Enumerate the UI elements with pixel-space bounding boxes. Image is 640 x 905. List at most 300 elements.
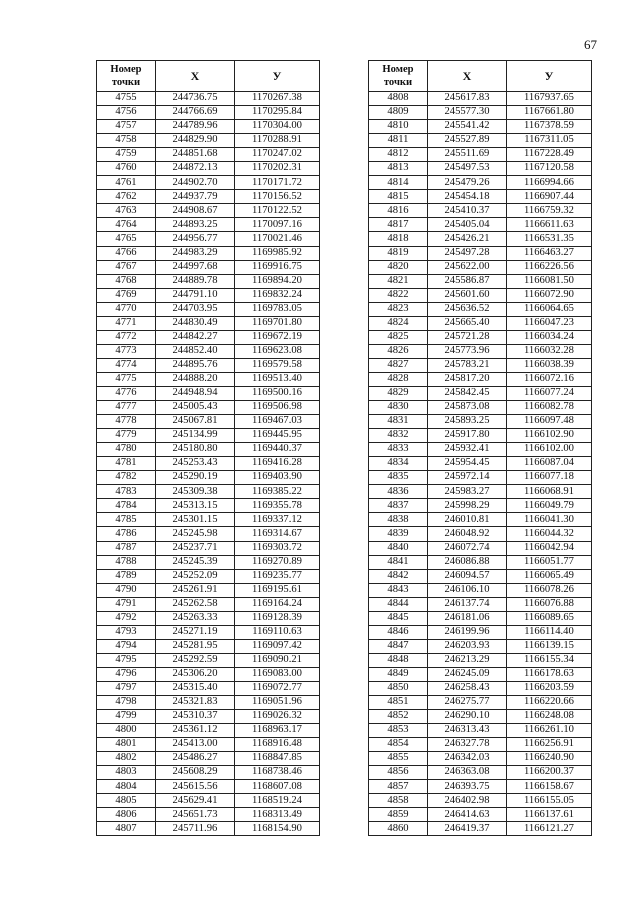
- x-coordinate-cell: 244948.94: [156, 386, 235, 400]
- point-number-cell: 4790: [97, 583, 156, 597]
- table-row: [369, 302, 592, 316]
- x-coordinate-cell: 244830.49: [156, 316, 235, 330]
- point-number-cell: 4782: [97, 471, 156, 485]
- table-row: [97, 120, 320, 134]
- point-number-cell: 4832: [369, 429, 428, 443]
- table-body-right: [369, 92, 592, 836]
- y-coordinate-cell: 1166200.37: [507, 766, 592, 780]
- y-coordinate-cell: 1166114.40: [507, 625, 592, 639]
- y-coordinate-cell: 1166077.24: [507, 386, 592, 400]
- x-coordinate-cell: 246072.74: [428, 541, 507, 555]
- x-coordinate-cell: 246258.43: [428, 681, 507, 695]
- point-number-cell: 4848: [369, 653, 428, 667]
- table-row: [369, 555, 592, 569]
- table-row: [97, 232, 320, 246]
- point-number-cell: 4852: [369, 710, 428, 724]
- point-number-cell: 4860: [369, 822, 428, 836]
- y-coordinate-cell: 1166137.61: [507, 808, 592, 822]
- table-row: [97, 274, 320, 288]
- x-coordinate-cell: 244766.69: [156, 106, 235, 120]
- x-coordinate-cell: 246094.57: [428, 569, 507, 583]
- x-coordinate-cell: 245405.04: [428, 218, 507, 232]
- y-coordinate-cell: 1169355.78: [235, 499, 320, 513]
- point-number-cell: 4757: [97, 120, 156, 134]
- x-coordinate-cell: 245261.91: [156, 583, 235, 597]
- point-number-cell: 4785: [97, 513, 156, 527]
- y-coordinate-cell: 1166087.04: [507, 457, 592, 471]
- table-row: [369, 752, 592, 766]
- point-number-cell: 4792: [97, 611, 156, 625]
- table-row: [97, 260, 320, 274]
- table-row: [97, 190, 320, 204]
- x-coordinate-cell: 245893.25: [428, 415, 507, 429]
- x-coordinate-cell: 245281.95: [156, 639, 235, 653]
- y-coordinate-cell: 1168916.48: [235, 738, 320, 752]
- point-number-cell: 4779: [97, 429, 156, 443]
- y-coordinate-cell: 1166065.49: [507, 569, 592, 583]
- y-coordinate-cell: 1167378.59: [507, 120, 592, 134]
- y-coordinate-cell: 1166076.88: [507, 597, 592, 611]
- table-row: [369, 611, 592, 625]
- x-coordinate-cell: 245309.38: [156, 485, 235, 499]
- point-number-cell: 4766: [97, 246, 156, 260]
- table-row: [369, 527, 592, 541]
- y-coordinate-cell: 1166102.90: [507, 429, 592, 443]
- point-number-cell: 4774: [97, 358, 156, 372]
- table-row: [97, 162, 320, 176]
- y-coordinate-cell: 1166240.90: [507, 752, 592, 766]
- point-number-cell: 4788: [97, 555, 156, 569]
- y-coordinate-cell: 1166072.90: [507, 288, 592, 302]
- x-coordinate-cell: 246363.08: [428, 766, 507, 780]
- x-coordinate-cell: 245601.60: [428, 288, 507, 302]
- x-coordinate-cell: 245313.15: [156, 499, 235, 513]
- point-number-cell: 4807: [97, 822, 156, 836]
- point-number-cell: 4789: [97, 569, 156, 583]
- point-number-cell: 4775: [97, 372, 156, 386]
- point-number-cell: 4799: [97, 710, 156, 724]
- point-number-cell: 4814: [369, 176, 428, 190]
- y-coordinate-cell: 1170171.72: [235, 176, 320, 190]
- point-number-cell: 4811: [369, 134, 428, 148]
- point-number-cell: 4837: [369, 499, 428, 513]
- table-row: [369, 625, 592, 639]
- table-row: [97, 499, 320, 513]
- table-row: [97, 330, 320, 344]
- x-coordinate-cell: 244791.10: [156, 288, 235, 302]
- point-number-cell: 4821: [369, 274, 428, 288]
- x-coordinate-cell: 245252.09: [156, 569, 235, 583]
- table-body-left: [97, 92, 320, 836]
- y-coordinate-cell: 1169916.75: [235, 260, 320, 274]
- table-row: [97, 667, 320, 681]
- table-row: [97, 358, 320, 372]
- point-number-cell: 4767: [97, 260, 156, 274]
- point-number-cell: 4794: [97, 639, 156, 653]
- point-number-cell: 4808: [369, 92, 428, 106]
- table-row: [369, 148, 592, 162]
- point-number-cell: 4836: [369, 485, 428, 499]
- x-coordinate-cell: 245310.37: [156, 710, 235, 724]
- x-coordinate-cell: 246048.92: [428, 527, 507, 541]
- y-coordinate-cell: 1169303.72: [235, 541, 320, 555]
- y-coordinate-cell: 1169445.95: [235, 429, 320, 443]
- y-coordinate-cell: 1169783.05: [235, 302, 320, 316]
- y-coordinate-cell: 1166611.63: [507, 218, 592, 232]
- table-row: [369, 471, 592, 485]
- y-coordinate-cell: 1169051.96: [235, 696, 320, 710]
- x-coordinate-cell: 245932.41: [428, 443, 507, 457]
- point-number-cell: 4826: [369, 344, 428, 358]
- y-coordinate-cell: 1169403.90: [235, 471, 320, 485]
- point-number-cell: 4843: [369, 583, 428, 597]
- table-row: [97, 457, 320, 471]
- coordinates-table-left: [96, 60, 320, 836]
- x-coordinate-cell: 244829.90: [156, 134, 235, 148]
- x-coordinate-cell: 245511.69: [428, 148, 507, 162]
- y-coordinate-cell: 1166759.32: [507, 204, 592, 218]
- header-row: [97, 61, 320, 92]
- y-coordinate-cell: 1167120.58: [507, 162, 592, 176]
- point-number-cell: 4855: [369, 752, 428, 766]
- coordinates-table-right: [368, 60, 592, 836]
- x-coordinate-cell: 246213.29: [428, 653, 507, 667]
- point-number-cell: 4771: [97, 316, 156, 330]
- x-coordinate-cell: 245998.29: [428, 499, 507, 513]
- point-number-cell: 4778: [97, 415, 156, 429]
- y-coordinate-cell: 1166155.05: [507, 794, 592, 808]
- point-number-cell: 4791: [97, 597, 156, 611]
- x-coordinate-cell: 245454.18: [428, 190, 507, 204]
- header-point-line1: Номер: [382, 64, 414, 75]
- x-coordinate-cell: 245262.58: [156, 597, 235, 611]
- x-coordinate-cell: 244902.70: [156, 176, 235, 190]
- x-coordinate-cell: 245651.73: [156, 808, 235, 822]
- table-row: [369, 639, 592, 653]
- y-coordinate-cell: 1166082.78: [507, 401, 592, 415]
- table-row: [369, 780, 592, 794]
- table-row: [369, 667, 592, 681]
- point-number-cell: 4781: [97, 457, 156, 471]
- table-row: [97, 583, 320, 597]
- y-coordinate-cell: 1169164.24: [235, 597, 320, 611]
- x-coordinate-cell: 245783.21: [428, 358, 507, 372]
- point-number-cell: 4803: [97, 766, 156, 780]
- table-row: [97, 653, 320, 667]
- point-number-cell: 4762: [97, 190, 156, 204]
- y-coordinate-cell: 1168738.46: [235, 766, 320, 780]
- x-coordinate-cell: 245361.12: [156, 724, 235, 738]
- table-row: [369, 260, 592, 274]
- x-coordinate-cell: 245413.00: [156, 738, 235, 752]
- y-coordinate-cell: 1168963.17: [235, 724, 320, 738]
- point-number-cell: 4798: [97, 696, 156, 710]
- table-row: [369, 316, 592, 330]
- point-number-cell: 4760: [97, 162, 156, 176]
- y-coordinate-cell: 1169235.77: [235, 569, 320, 583]
- table-row: [369, 274, 592, 288]
- point-number-cell: 4823: [369, 302, 428, 316]
- point-number-cell: 4847: [369, 639, 428, 653]
- header-point-number: [97, 61, 156, 92]
- point-number-cell: 4856: [369, 766, 428, 780]
- point-number-cell: 4764: [97, 218, 156, 232]
- table-row: [369, 330, 592, 344]
- y-coordinate-cell: 1169195.61: [235, 583, 320, 597]
- x-coordinate-cell: 245134.99: [156, 429, 235, 443]
- point-number-cell: 4835: [369, 471, 428, 485]
- point-number-cell: 4784: [97, 499, 156, 513]
- point-number-cell: 4765: [97, 232, 156, 246]
- x-coordinate-cell: 245972.14: [428, 471, 507, 485]
- table-row: [97, 555, 320, 569]
- table-row: [97, 302, 320, 316]
- point-number-cell: 4830: [369, 401, 428, 415]
- table-row: [97, 541, 320, 555]
- x-coordinate-cell: 245586.87: [428, 274, 507, 288]
- table-row: [369, 696, 592, 710]
- y-coordinate-cell: 1170295.84: [235, 106, 320, 120]
- x-coordinate-cell: 245608.29: [156, 766, 235, 780]
- x-coordinate-cell: 244937.79: [156, 190, 235, 204]
- point-number-cell: 4849: [369, 667, 428, 681]
- x-coordinate-cell: 245290.19: [156, 471, 235, 485]
- table-row: [97, 429, 320, 443]
- y-coordinate-cell: 1166102.00: [507, 443, 592, 457]
- point-number-cell: 4817: [369, 218, 428, 232]
- point-number-cell: 4787: [97, 541, 156, 555]
- point-number-cell: 4854: [369, 738, 428, 752]
- y-coordinate-cell: 1166907.44: [507, 190, 592, 204]
- x-coordinate-cell: 246275.77: [428, 696, 507, 710]
- x-coordinate-cell: 244851.68: [156, 148, 235, 162]
- y-coordinate-cell: 1166158.67: [507, 780, 592, 794]
- y-coordinate-cell: 1166068.91: [507, 485, 592, 499]
- x-coordinate-cell: 246106.10: [428, 583, 507, 597]
- point-number-cell: 4859: [369, 808, 428, 822]
- table-row: [97, 176, 320, 190]
- table-row: [97, 344, 320, 358]
- y-coordinate-cell: 1168607.08: [235, 780, 320, 794]
- y-coordinate-cell: 1166155.34: [507, 653, 592, 667]
- y-coordinate-cell: 1169026.32: [235, 710, 320, 724]
- x-coordinate-cell: 245479.26: [428, 176, 507, 190]
- point-number-cell: 4770: [97, 302, 156, 316]
- x-coordinate-cell: 245306.20: [156, 667, 235, 681]
- table-row: [369, 358, 592, 372]
- point-number-cell: 4857: [369, 780, 428, 794]
- point-number-cell: 4815: [369, 190, 428, 204]
- y-coordinate-cell: 1169832.24: [235, 288, 320, 302]
- table-row: [97, 372, 320, 386]
- y-coordinate-cell: 1170247.02: [235, 148, 320, 162]
- x-coordinate-cell: 245541.42: [428, 120, 507, 134]
- x-coordinate-cell: 245426.21: [428, 232, 507, 246]
- x-coordinate-cell: 245817.20: [428, 372, 507, 386]
- y-coordinate-cell: 1169894.20: [235, 274, 320, 288]
- x-coordinate-cell: 244852.40: [156, 344, 235, 358]
- point-number-cell: 4820: [369, 260, 428, 274]
- y-coordinate-cell: 1168519.24: [235, 794, 320, 808]
- table-row: [369, 120, 592, 134]
- header-x: X: [156, 61, 235, 92]
- point-number-cell: 4828: [369, 372, 428, 386]
- table-row: [369, 415, 592, 429]
- y-coordinate-cell: 1166139.15: [507, 639, 592, 653]
- y-coordinate-cell: 1167228.49: [507, 148, 592, 162]
- x-coordinate-cell: 245067.81: [156, 415, 235, 429]
- table-row: [369, 583, 592, 597]
- table-row: [369, 513, 592, 527]
- x-coordinate-cell: 245497.28: [428, 246, 507, 260]
- y-coordinate-cell: 1166089.65: [507, 611, 592, 625]
- point-number-cell: 4838: [369, 513, 428, 527]
- point-number-cell: 4810: [369, 120, 428, 134]
- x-coordinate-cell: 245773.96: [428, 344, 507, 358]
- point-number-cell: 4806: [97, 808, 156, 822]
- table-row: [369, 569, 592, 583]
- x-coordinate-cell: 244893.25: [156, 218, 235, 232]
- y-coordinate-cell: 1166047.23: [507, 316, 592, 330]
- y-coordinate-cell: 1166081.50: [507, 274, 592, 288]
- x-coordinate-cell: 245410.37: [428, 204, 507, 218]
- y-coordinate-cell: 1170288.91: [235, 134, 320, 148]
- table-row: [97, 443, 320, 457]
- table-row: [97, 401, 320, 415]
- x-coordinate-cell: 244789.96: [156, 120, 235, 134]
- y-coordinate-cell: 1166220.66: [507, 696, 592, 710]
- y-coordinate-cell: 1166032.28: [507, 344, 592, 358]
- x-coordinate-cell: 245577.30: [428, 106, 507, 120]
- point-number-cell: 4804: [97, 780, 156, 794]
- x-coordinate-cell: 245263.33: [156, 611, 235, 625]
- table-row: [97, 794, 320, 808]
- x-coordinate-cell: 245527.89: [428, 134, 507, 148]
- y-coordinate-cell: 1168154.90: [235, 822, 320, 836]
- point-number-cell: 4831: [369, 415, 428, 429]
- y-coordinate-cell: 1166044.32: [507, 527, 592, 541]
- point-number-cell: 4769: [97, 288, 156, 302]
- point-number-cell: 4759: [97, 148, 156, 162]
- y-coordinate-cell: 1169090.21: [235, 653, 320, 667]
- y-coordinate-cell: 1169083.00: [235, 667, 320, 681]
- table-row: [97, 738, 320, 752]
- table-row: [369, 443, 592, 457]
- y-coordinate-cell: 1166178.63: [507, 667, 592, 681]
- x-coordinate-cell: 245486.27: [156, 752, 235, 766]
- point-number-cell: 4853: [369, 724, 428, 738]
- y-coordinate-cell: 1166226.56: [507, 260, 592, 274]
- table-row: [97, 597, 320, 611]
- table-row: [369, 499, 592, 513]
- y-coordinate-cell: 1168847.85: [235, 752, 320, 766]
- x-coordinate-cell: 245615.56: [156, 780, 235, 794]
- table-row: [97, 471, 320, 485]
- y-coordinate-cell: 1166256.91: [507, 738, 592, 752]
- x-coordinate-cell: 246393.75: [428, 780, 507, 794]
- point-number-cell: 4756: [97, 106, 156, 120]
- point-number-cell: 4776: [97, 386, 156, 400]
- x-coordinate-cell: 245917.80: [428, 429, 507, 443]
- x-coordinate-cell: 245253.43: [156, 457, 235, 471]
- y-coordinate-cell: 1169500.16: [235, 386, 320, 400]
- table-row: [97, 92, 320, 106]
- table-row: [369, 597, 592, 611]
- y-coordinate-cell: 1166994.66: [507, 176, 592, 190]
- table-row: [97, 485, 320, 499]
- x-coordinate-cell: 246203.93: [428, 639, 507, 653]
- table-row: [97, 766, 320, 780]
- point-number-cell: 4841: [369, 555, 428, 569]
- table-row: [369, 681, 592, 695]
- y-coordinate-cell: 1170304.00: [235, 120, 320, 134]
- point-number-cell: 4829: [369, 386, 428, 400]
- x-coordinate-cell: 244908.67: [156, 204, 235, 218]
- table-row: [97, 611, 320, 625]
- point-number-cell: 4846: [369, 625, 428, 639]
- point-number-cell: 4842: [369, 569, 428, 583]
- y-coordinate-cell: 1169513.40: [235, 372, 320, 386]
- y-coordinate-cell: 1170267.38: [235, 92, 320, 106]
- x-coordinate-cell: 246327.78: [428, 738, 507, 752]
- table-row: [97, 710, 320, 724]
- x-coordinate-cell: 245711.96: [156, 822, 235, 836]
- x-coordinate-cell: 246181.06: [428, 611, 507, 625]
- page-number: 67: [584, 37, 597, 52]
- x-coordinate-cell: 246419.37: [428, 822, 507, 836]
- point-number-cell: 4818: [369, 232, 428, 246]
- y-coordinate-cell: 1170097.16: [235, 218, 320, 232]
- point-number-cell: 4840: [369, 541, 428, 555]
- point-number-cell: 4797: [97, 681, 156, 695]
- x-coordinate-cell: 246086.88: [428, 555, 507, 569]
- y-coordinate-cell: 1167311.05: [507, 134, 592, 148]
- table-row: [97, 288, 320, 302]
- table-row: [369, 429, 592, 443]
- table-row: [97, 752, 320, 766]
- table-row: [369, 724, 592, 738]
- y-coordinate-cell: 1169506.98: [235, 401, 320, 415]
- header-point-line1: Номер: [110, 64, 142, 75]
- x-coordinate-cell: 244842.27: [156, 330, 235, 344]
- y-coordinate-cell: 1166072.16: [507, 372, 592, 386]
- y-coordinate-cell: 1169701.80: [235, 316, 320, 330]
- point-number-cell: 4839: [369, 527, 428, 541]
- header-point-line2: точки: [111, 77, 141, 88]
- table-row: [97, 134, 320, 148]
- x-coordinate-cell: 245617.83: [428, 92, 507, 106]
- table-row: [97, 148, 320, 162]
- point-number-cell: 4827: [369, 358, 428, 372]
- y-coordinate-cell: 1169579.58: [235, 358, 320, 372]
- table-row: [369, 401, 592, 415]
- point-number-cell: 4816: [369, 204, 428, 218]
- point-number-cell: 4824: [369, 316, 428, 330]
- y-coordinate-cell: 1167937.65: [507, 92, 592, 106]
- table-row: [369, 738, 592, 752]
- table-row: [97, 316, 320, 330]
- point-number-cell: 4772: [97, 330, 156, 344]
- y-coordinate-cell: 1166078.26: [507, 583, 592, 597]
- x-coordinate-cell: 245180.80: [156, 443, 235, 457]
- x-coordinate-cell: 245301.15: [156, 513, 235, 527]
- y-coordinate-cell: 1169623.08: [235, 344, 320, 358]
- table-row: [97, 625, 320, 639]
- point-number-cell: 4793: [97, 625, 156, 639]
- table-row: [369, 822, 592, 836]
- point-number-cell: 4805: [97, 794, 156, 808]
- y-coordinate-cell: 1166077.18: [507, 471, 592, 485]
